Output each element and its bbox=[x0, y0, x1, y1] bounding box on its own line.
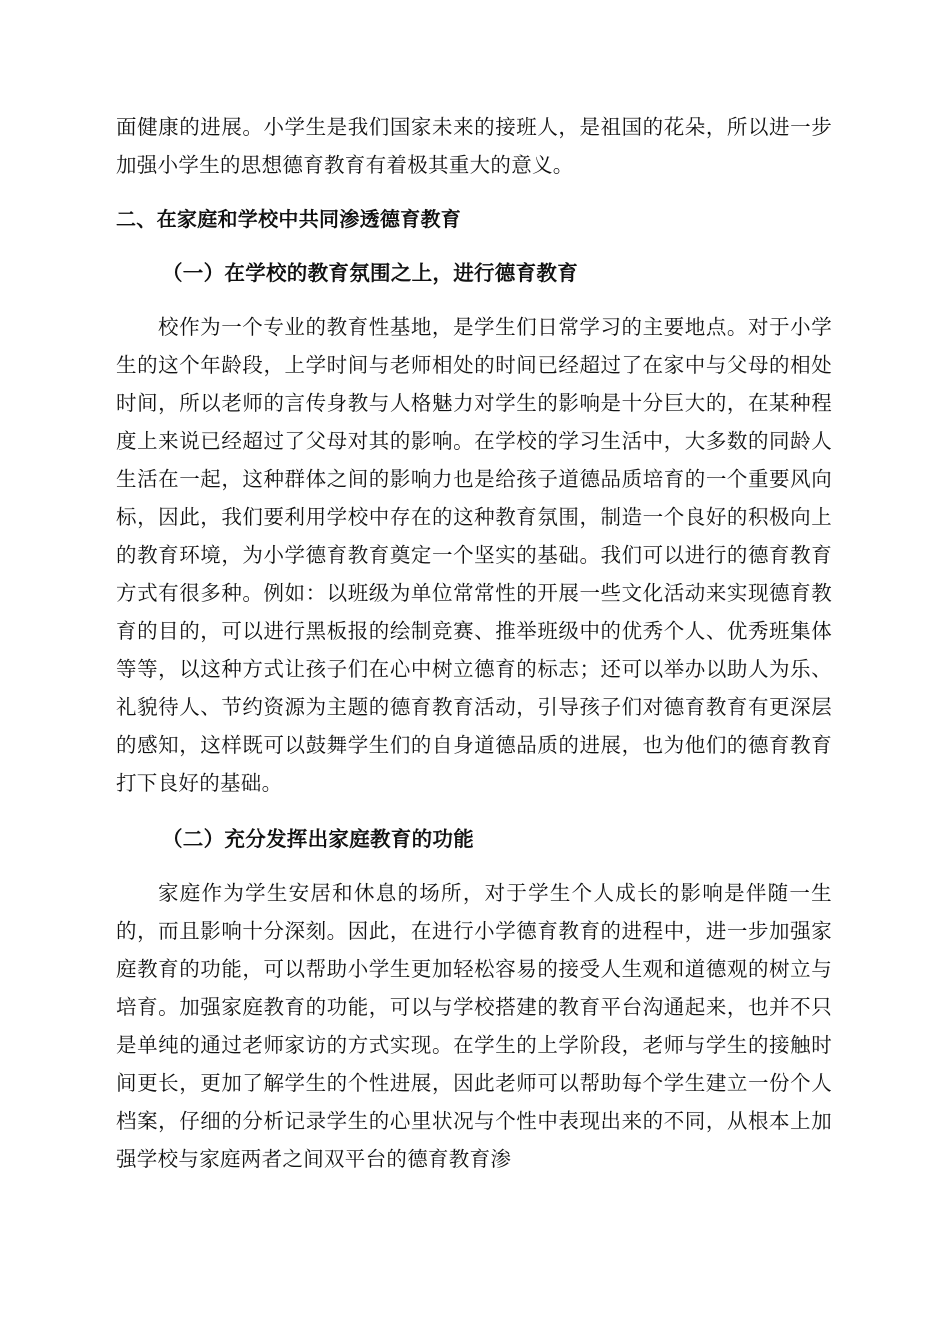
intro-paragraph: 面健康的进展。小学生是我们国家未来的接班人，是祖国的花朵，所以进一步加强小学生的思想德育教育有着极其重大的意义。 bbox=[116, 115, 832, 177]
subsection-heading-1: （一）在学校的教育氛围之上，进行德育教育 bbox=[162, 261, 578, 285]
family-education-paragraph: 家庭作为学生安居和休息的场所，对于学生个人成长的影响是伴随一生的，而且影响十分深刻。因此，在进行小学德育教育的进程中，进一步加强家庭教育的功能，可以帮助小学生更加轻松容易的接受人生观和道德观的树立与培育。加强家庭教育的功能，可以与学校搭建的教育平台沟通起来，也并不只是单纯的通过老师家访的方式实现。在学生的上学阶段，老师与学生的接触时间更长，更加了解学生的个性进展，因此老师可以帮助每个学生建立一份个人档案，仔细的分析记录学生的心里状况与个性中表现出来的不同，从根本上加强学校与家庭两者之间双平台的德育教育渗 bbox=[116, 881, 832, 1171]
school-education-paragraph: 校作为一个专业的教育性基地，是学生们日常学习的主要地点。对于小学生的这个年龄段，上学时间与老师相处的时间已经超过了在家中与父母的相处时间，所以老师的言传身教与人格魅力对学生的影响是十分巨大的，在某种程度上来说已经超过了父母对其的影响。在学校的学习生活中，大多数的同龄人生活在一起，这种群体之间的影响力也是给孩子道德品质培育的一个重要风向标，因此，我们要利用学校中存在的这种教育氛围，制造一个良好的积极向上的教育环境，为小学德育教育奠定一个坚实的基础。我们可以进行的德育教育方式有很多种。例如：以班级为单位常常性的开展一些文化活动来实现德育教育的目的，可以进行黑板报的绘制竞赛、推举班级中的优秀个人、优秀班集体等等，以这种方式让孩子们在心中树立德育的标志；还可以举办以助人为乐、礼貌待人、节约资源为主题的德育教育活动，引导孩子们对德育教育有更深层的感知，这样既可以鼓舞学生们的自身道德品质的进展，也为他们的德育教育打下良好的基础。 bbox=[116, 315, 832, 795]
subsection-heading-2: （二）充分发挥出家庭教育的功能 bbox=[162, 827, 474, 851]
document-body bbox=[116, 108, 832, 1178]
section-heading-2: 二、在家庭和学校中共同渗透德育教育 bbox=[116, 207, 462, 231]
